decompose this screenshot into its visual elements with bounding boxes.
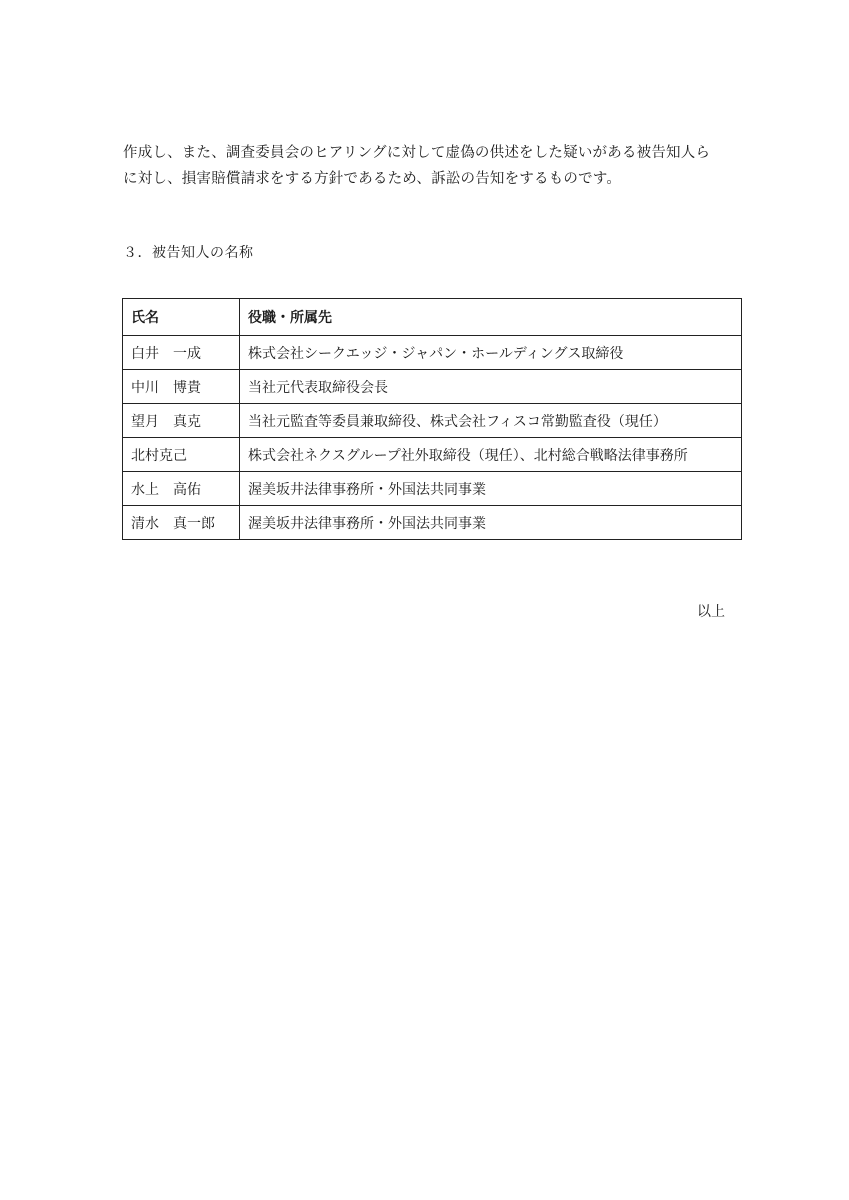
table-header-row xyxy=(123,299,742,336)
column-header-name: 氏名 xyxy=(123,299,240,336)
column-header-position: 役職・所属先 xyxy=(240,299,742,336)
defendants-table xyxy=(122,298,742,540)
defendant-position: 渥美坂井法律事務所・外国法共同事業 xyxy=(240,472,742,506)
table-row xyxy=(123,438,742,472)
defendant-name: 望月 真克 xyxy=(123,404,240,438)
table-row xyxy=(123,506,742,540)
table-row xyxy=(123,370,742,404)
defendant-position: 株式会社ネクスグループ社外取締役（現任）、北村総合戦略法律事務所 xyxy=(240,438,742,472)
body-paragraph xyxy=(123,140,733,192)
paragraph-line: 作成し、また、調査委員会のヒアリングに対して虚偽の供述をした疑いがある被告知人ら xyxy=(123,145,711,161)
table-row xyxy=(123,472,742,506)
paragraph-line: に対し、損害賠償請求をする方針であるため、訴訟の告知をするものです。 xyxy=(123,171,622,187)
defendant-name: 北村克己 xyxy=(123,438,240,472)
table-row xyxy=(123,404,742,438)
section-heading: ３．被告知人の名称 xyxy=(123,245,254,261)
defendant-position: 株式会社シークエッジ・ジャパン・ホールディングス取締役 xyxy=(240,336,742,370)
defendant-position: 当社元代表取締役会長 xyxy=(240,370,742,404)
defendant-name: 中川 博貴 xyxy=(123,370,240,404)
closing-remark: 以上 xyxy=(697,604,725,620)
defendant-position: 渥美坂井法律事務所・外国法共同事業 xyxy=(240,506,742,540)
defendant-position: 当社元監査等委員兼取締役、株式会社フィスコ常勤監査役（現任） xyxy=(240,404,742,438)
defendant-name: 白井 一成 xyxy=(123,336,240,370)
table-row xyxy=(123,336,742,370)
defendant-name: 清水 真一郎 xyxy=(123,506,240,540)
defendant-name: 水上 高佑 xyxy=(123,472,240,506)
